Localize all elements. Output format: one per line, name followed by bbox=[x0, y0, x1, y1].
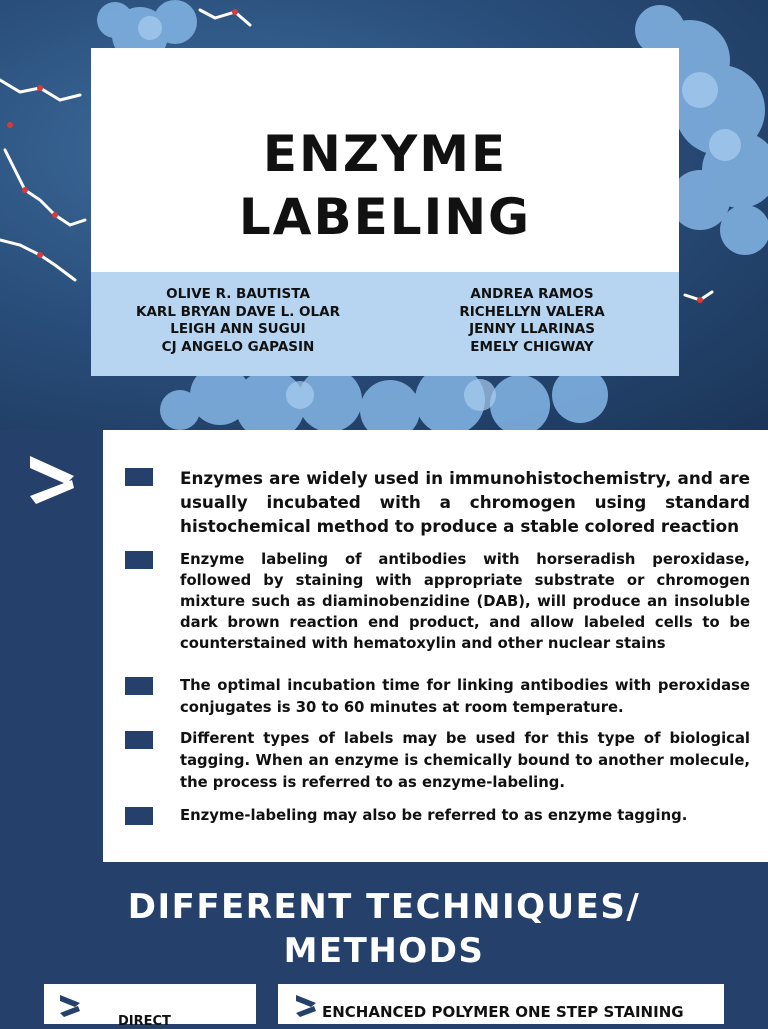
bullet-text-2: Enzyme labeling of antibodies with horseradish peroxidase, followed by staining with appropriate substrate or chromogen mixture such as diaminobenzidine (DAB), will produce an insoluble dark brown reaction end product, and allow labeled cells to be counterstained with hematoxylin and other nuclear stains bbox=[180, 551, 750, 652]
bullet-marker bbox=[125, 807, 153, 825]
authors-left bbox=[91, 286, 385, 356]
authors-band bbox=[91, 272, 679, 376]
authors-right bbox=[385, 286, 679, 356]
bullet-marker bbox=[125, 551, 153, 569]
content-panel bbox=[103, 430, 768, 862]
author-name: CJ ANGELO GAPASIN bbox=[161, 338, 315, 355]
side-bar bbox=[0, 430, 103, 862]
author-name: OLIVE R. BAUTISTA bbox=[166, 286, 310, 302]
bullet-marker bbox=[125, 468, 153, 486]
chevron-icon bbox=[58, 992, 84, 1018]
technique-card-polymer[interactable] bbox=[278, 984, 724, 1024]
technique-card-direct[interactable] bbox=[44, 984, 256, 1029]
bullet-marker bbox=[125, 731, 153, 749]
bullet-text-3: The optimal incubation time for linking antibodies with peroxidase conjugates is 30 to 60 minutes at room temperature. bbox=[180, 677, 750, 716]
section-title-line2: METHODS bbox=[283, 931, 485, 971]
technique-label-direct: DIRECT bbox=[118, 1014, 171, 1029]
author-name: EMELY CHIGWAY bbox=[470, 338, 594, 355]
page-title-line2: LABELING bbox=[238, 188, 532, 246]
author-name: ANDREA RAMOS bbox=[470, 286, 594, 302]
title-card bbox=[91, 48, 679, 272]
bullet-text-5: Enzyme-labeling may also be referred to as enzyme tagging. bbox=[180, 807, 688, 824]
section-title bbox=[0, 885, 768, 973]
author-name: LEIGH ANN SUGUI bbox=[170, 321, 306, 337]
author-name: RICHELLYN VALERA bbox=[459, 303, 605, 320]
bullet-text-4: Different types of labels may be used for this type of biological tagging. When an enzyme is chemically bound to another molecule, the process is referred to as enzyme-labeling. bbox=[180, 730, 750, 791]
technique-label-polymer: ENCHANCED POLYMER ONE STEP STAINING bbox=[322, 1003, 684, 1021]
chevron-icon bbox=[294, 992, 320, 1018]
author-name: JENNY LLARINAS bbox=[469, 321, 595, 337]
section-title-line1: DIFFERENT TECHNIQUES/ bbox=[127, 887, 641, 927]
chevron-logo-icon bbox=[24, 450, 84, 510]
author-name: KARL BRYAN DAVE L. OLAR bbox=[136, 303, 340, 320]
bullet-marker bbox=[125, 677, 153, 695]
page-title-line1: ENZYME bbox=[262, 125, 508, 183]
bullet-text-1: Enzymes are widely used in immunohistochemistry, and are usually incubated with a chromogen using standard histochemical method to produce a stable colored reaction bbox=[180, 468, 750, 536]
